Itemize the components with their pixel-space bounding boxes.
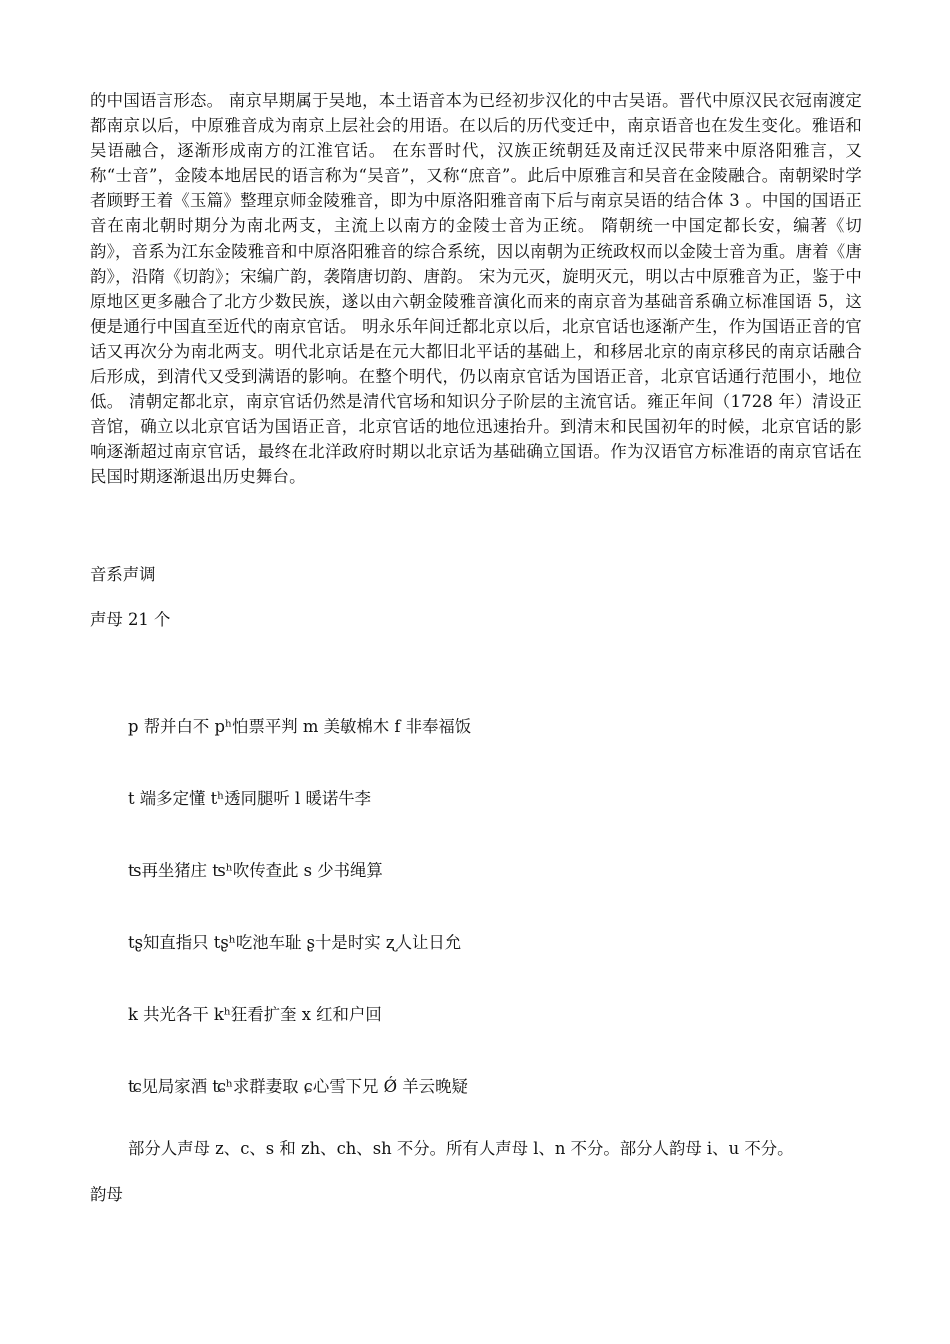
initials-row: k 共光各干 kʰ狂看扩奎 x 红和户回: [128, 1005, 382, 1024]
pronunciation-note: 部分人声母 z、c、s 和 zh、ch、sh 不分。所有人声母 l、n 不分。部分人韵母 i、u 不分。: [128, 1139, 794, 1158]
initials-row: p 帮并白不 pʰ怕票平判 m 美敏棉木 f 非奉福饭: [128, 717, 472, 736]
initials-row: tʂ知直指只 tʂʰ吃池车耻 ʂ十是时实 ʐ人让日允: [128, 933, 462, 952]
initials-heading: 声母 21 个: [90, 610, 171, 629]
initials-row: t 端多定懂 tʰ透同腿听 l 暖诺牛李: [128, 789, 372, 808]
finals-heading: 韵母: [90, 1185, 123, 1204]
section-heading-phonology: 音系声调: [90, 565, 156, 584]
initials-row: ʦ再坐猪庄 ʦʰ吹传查此 s 少书绳算: [128, 861, 383, 880]
history-paragraph: 的中国语言形态。 南京早期属于吴地，本土语音本为已经初步汉化的中古吴语。晋代中原汉民衣冠南渡定都南京以后，中原雅音成为南京上层社会的用语。在以后的历代变迁中，南京语音也在发生变化。雅语和吴语融合，逐渐形成南方的江淮官话。 在东晋时代，汉族正统朝廷及南迁汉民带来中原洛阳雅言，又称“士音”，金陵本地居民的语言称为“吴音”，又称“庶音”。此后中原雅言和吴音在金陵融合。南朝梁时学者顾野王着《玉篇》整理京师金陵雅音，即为中原洛阳雅音南下后与南京吴语的结合体 3 。中国的国语正音在南北朝时期分为南北两支，主流上以南方的金陵士音为正统。 隋朝统一中国定都长安，编著《切韵》，音系为江东金陵雅音和中原洛阳雅音的综合系统，因以南朝为正统政权而以金陵士音为重。唐着《唐韵》，沿隋《切韵》；宋编广韵，袭隋唐切韵、唐韵。 宋为元灭，旋明灭元，明以古中原雅音为正，鉴于中原地区更多融合了北方少数民族，遂以由六朝金陵雅音演化而来的南京音为基础音系确立标准国语 5，这便是通行中国直至近代的南京官话。 明永乐年间迁都北京以后，北京官话也逐渐产生，作为国语正音的官话又再次分为南北两支。明代北京话是在元大都旧北平话的基础上，和移居北京的南京移民的南京话融合后形成，到清代又受到满语的影响。在整个明代，仍以南京官话为国语正音，北京官话通行范围小，地位低。 清朝定都北京，南京官话仍然是清代官场和知识分子阶层的主流官话。雍正年间（1728 年）清设正音馆，确立以北京官话为国语正音，北京官话的地位迅速抬升。到清末和民国初年的时候，北京官话的影响逐渐超过南京官话，最终在北洋政府时期以北京话为基础确立国语。作为汉语官方标准语的南京官话在民国时期逐渐退出历史舞台。: [90, 91, 862, 487]
initials-row: ʨ见局家酒 ʨʰ求群妻取 ɕ心雪下兄 Ǿ 羊云晚疑: [128, 1077, 468, 1096]
